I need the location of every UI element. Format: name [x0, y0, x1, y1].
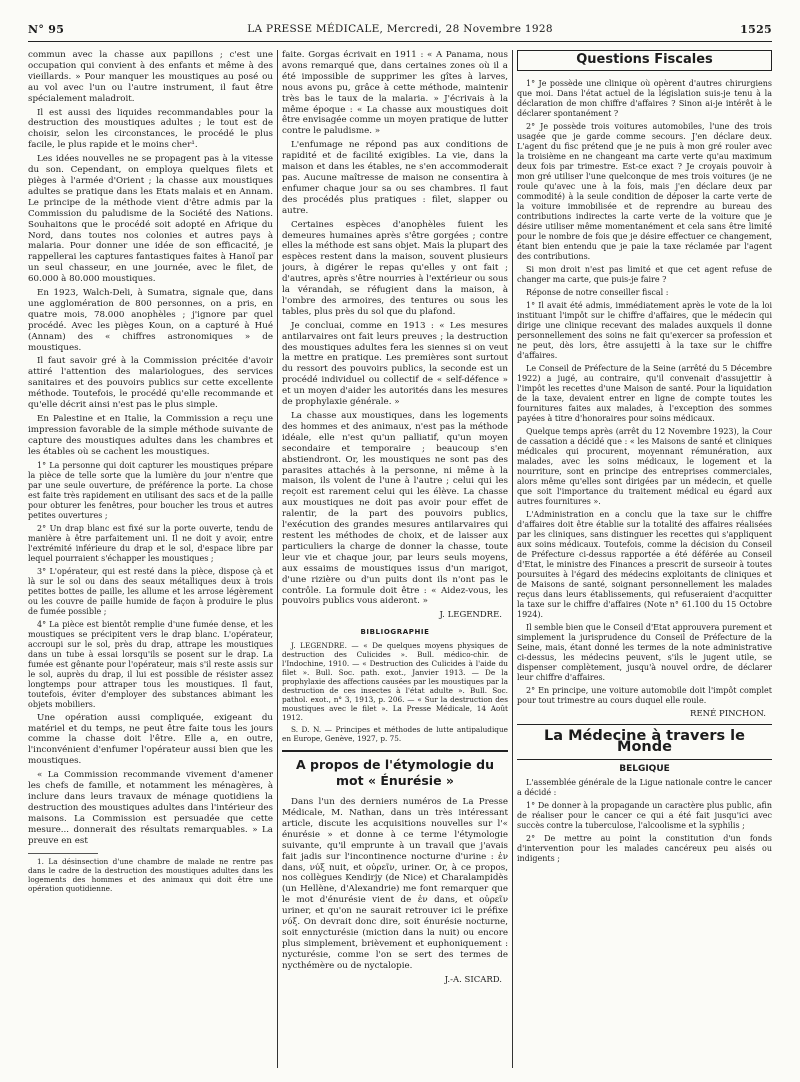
author-signature: J. LEGENDRE. — [439, 610, 502, 621]
list-item: 2° De mettre au point la constitution d'un fonds d'intervention pour les malades cancéreux peu aisés ou indigents ; — [517, 833, 772, 863]
paragraph: L'enfumage ne répond pas aux conditions de rapidité et de facilité exigibles. La vie, dans la maison et dans les étables, ne s'en accommoderait pas. Aucune maîtresse de maison ne consentira à enfumer chaque jour sa ou ses chambres. Il faut des procédés plus pratiques : filet, slapper ou autre. — [282, 140, 508, 216]
answer-intro: Réponse de notre conseiller fiscal : — [526, 287, 669, 297]
paragraph: En Palestine et en Italie, la Commission a reçu une impression favorable de la simple méthode suivante de capture des moustiques adultes dans les chambres et les étables où se cachent les moustiques. — [28, 414, 273, 457]
question-item: 2° Je possède trois voitures automobiles, l'une des trois usagée que je garde comme secours. J'en déclare deux. L'agent du fisc prétend que je ne puis à mon gré rouler avec la troisième en ne changeant ma carte verte qu'au maximum deux fois par trimestre. Est-ce exact ? Je croyais pouvoir à mon gré utiliser l'une quelconque de mes trois voitures (je ne roule qu'avec une à la fois, mais j'en déclare deux par commodité) à la seule condition de déposer la carte verte de la voiture immobilisée et de reprendre au bureau des contributions indirectes la carte verte de la voiture que je désire utiliser même momentanément et cela sans être limité pour le nombre de fois que je désire effectuer ce changement, étant bien entendu que je paie la taxe réclamée par l'agent des contributions. — [517, 121, 772, 261]
page-number-left: N° 95 — [28, 23, 65, 36]
footnote-rule — [28, 853, 98, 854]
author-signature: RENÉ PINCHON. — [690, 708, 766, 719]
paragraph: Il est aussi des liquides recommandables pour la destruction des moustiques adultes ; le tout est de choisir, selon les circonstances, le procédé le plus facile, le plus rapide et le moins cher¹. — [28, 107, 273, 151]
paragraph: Je concluai, comme en 1913 : « Les mesures antilarvaires ont fait leurs preuves ; la destruction des moustiques adultes fera les siennes si on veut la mettre en pratique. Les premières sont surtout du ressort des pouvoirs publics, la seconde est un procédé individuel ou collectif de « self-défence » et un moyen d'aider les autorités dans les mesures de prophylaxie générale. » — [282, 320, 508, 408]
answer-item: 1° Il avait été admis, immédiatement après le vote de la loi instituant l'impôt sur le chiffre d'affaires, que le médecin qui dirige une clinique recevant des malades auxquels il donne personnellement des soins ne fait qu'exercer sa profession et ne peut, dès lors, être assujetti à la taxe sur le chiffre d'affaires. — [517, 300, 772, 360]
column-right — [517, 50, 772, 1068]
paragraph: L'assemblée générale de la Ligue nationale contre le cancer a décidé : — [517, 777, 772, 797]
step-item: 4° La pièce est bientôt remplie d'une fumée dense, et les moustiques se précipitent vers le drap blanc. L'opérateur, accroupi sur le sol, près du drap, attrape les moustiques dans un tube à essai lorsqu'ils se posent sur le drap. La fumée est gênante pour l'opérateur, mais s'il reste assis sur le sol, auprès du drap, il lui est possible de résister assez longtemps pour attraper tous les moustiques. Il faut, toutefois, éviter d'employer des substances abimant les objets mobiliers. — [28, 619, 273, 709]
step-item: 2° Un drap blanc est fixé sur la porte ouverte, tendu de manière à être parfaitement uni. Il ne doit y avoir, entre l'extrémité inférieure du drap et le sol, d'espace libre par lequel pourraient s'échapper les moustiques ; — [28, 523, 273, 563]
answer-item: Le Conseil de Préfecture de la Seine (arrêté du 5 Décembre 1922) a jugé, au contraire, qu'il convenait d'assujettir à l'impôt les recettes d'une Maison de santé. Pour la liquidation de la taxe, devaient entrer en ligne de compte toutes les fournitures faites aux malades, à l'exception des sommes payées à titre d'honoraires pour soins médicaux. — [517, 363, 772, 423]
paragraph: Une opération aussi compliquée, exigeant du matériel et du temps, ne peut être faite tous les jours comme la chasse doit l'être. Elle a, en outre, l'inconvénient d'enfumer l'opérateur aussi bien que les moustiques. — [28, 712, 273, 767]
step-item: 3° L'opérateur, qui est resté dans la pièce, dispose çà et là sur le sol ou dans des seaux métalliques deux à trois petites bottes de paille, les allume et les arrose légèrement ou les couvre de paille humide de façon à produire le plus de fumée possible ; — [28, 566, 273, 616]
page-number-right: 1525 — [740, 23, 772, 36]
country-heading: BELGIQUE — [619, 763, 670, 774]
paragraph: commun avec la chasse aux papillons ; c'est une occupation qui convient à des enfants et même à des vieillards. » Pour manquer les moustiques au posé ou au vol avec l'un ou l'autre instrument, il faut être spécialement maladroit. — [28, 50, 273, 104]
column-left — [28, 50, 273, 1068]
paragraph: En 1923, Walch-Deli, à Sumatra, signale que, dans une agglomération de 800 personnes, on a pris, en quatre mois, 78.000 anophèles ; j'ignore par quel procédé. Avec les pièges Koun, on a capturé à Hué (Annam) des « chiffres astronomiques » de moustiques. — [28, 288, 273, 353]
bibliography-entry: J. LEGENDRE. — « De quelques moyens physiques de destruction des Culicides ». Bull. médico-chir. de l'Indochine, 1910. — « Destruction des Culicides à l'aide du filet ». Bull. Soc. path. exot., Janvier 1913. — De la prophylaxie des affections causées par les moustiques par la destruction de ces insectes à l'état adulte ». Bull. Soc. pathol. exot., n° 3, 1913, p. 206. — « Sur la destruction des moustiques avec le filet ». La Presse Médicale, 14 Août 1912. — [282, 641, 508, 723]
paragraph: « La Commission recommande vivement d'amener les chefs de famille, et notamment les ménagères, à inclure dans leurs travaux de ménage quotidiens la destruction des moustiques adultes dans l'intérieur des maisons. La Commission est persuadée que cette mesure... donnerait des résultats remarquables. » La preuve en est — [28, 770, 273, 846]
author-signature: J.-A. SICARD. — [444, 974, 502, 985]
paragraph: Les idées nouvelles ne se propagent pas à la vitesse du son. Cependant, on employa quelques filets et pièges à l'armée d'Orient ; la chasse aux moustiques adultes se pratique dans les Etats malais et en Annam. Le principe de la méthode vient d'être admis par la Commission du paludisme de la Société des Nations. Souhaitons que le procédé soit adopté en Afrique du Nord, dans toutes nos colonies et autres pays à malaria. Pour donner une idée de son efficacité, je rappellerai les captures fantastiques faites à Hanoï par un seul chasseur, en une journée, avec le filet, de 60.000 à 80.000 moustiques. — [28, 154, 273, 285]
answer-item: L'Administration en a conclu que la taxe sur le chiffre d'affaires doit être établie sur la totalité des affaires réalisées par les cliniques, sans distinguer les recettes qui s'appliquent aux soins médicaux. Toutefois, comme la décision du Conseil de Préfecture ci-dessus rapportée a été déférée au Conseil d'Etat, le ministre des Finances a prescrit de surseoir à toutes poursuites à l'égard des médecins exploitants de cliniques et de Maisons de santé, soignant personnellement les malades reçus dans leurs établissements, qui refuseraient d'acquitter la taxe sur le chiffre d'affaires (Note n° 61.100 du 15 Octobre 1924). — [517, 509, 772, 619]
paragraph: La chasse aux moustiques, dans les logements des hommes et des animaux, n'est pas la méthode idéale, elle n'est qu'un palliatif, qu'un moyen secondaire et temporaire ; beaucoup s'en abstiendront. Or, les moustiques ne sont pas des parasites attachés à la personne, ni même à la maison, ils volent de l'une à l'autre ; celui qui les reçoit est rarement celui qui les élève. La chasse aux moustiques ne doit pas avoir pour effet de ralentir, de la part des pouvoirs publics, l'exécution des grandes mesures antilarvaires qui restent les méthodes de choix, et de laisser aux particuliers la charge de donner la chasse, toute leur vie et chaque jour, par leurs seuls moyens, aux essaims de moustiques issus d'un marigot, d'une rizière ou d'un puits dont ils n'ont pas le contrôle. La formule doit être : « Aidez-vous, les pouvoirs publics vous aideront. » — [282, 411, 508, 607]
answer-item: Quelque temps après (arrêt du 12 Novembre 1923), la Cour de cassation a décidé que : « les Maisons de santé et cliniques médicales qui procurent, moyennant rémunération, aux malades, avec les soins médicaux, le logement et la nourriture, sont en principe des entreprises commerciales, alors même qu'elles sont dirigées par un médecin, et quelle que soit l'importance du traitement médical eu égard aux autres fournitures ». — [517, 426, 772, 506]
section-divider — [282, 750, 508, 752]
answer-item: 2° En principe, une voiture automobile doit l'impôt complet pour tout trimestre au cours duquel elle roule. — [517, 685, 772, 705]
masthead: LA PRESSE MÉDICALE, Mercredi, 28 Novembre 1928 — [247, 23, 553, 35]
step-item: 1° La personne qui doit capturer les moustiques prépare la pièce de telle sorte que la lumière du jour n'entre que par une seule ouverture, de préférence la porte. La chose est faite très rapidement en utilisant des sacs et de la paille pour obturer les fenêtres, pour boucher les trous et autres petites ouvertures ; — [28, 460, 273, 520]
question-item: 1° Je possède une clinique où opèrent d'autres chirurgiens que moi. Dans l'état actuel de la législation suis-je tenu à la déclaration de mon chiffre d'affaires ? Sinon ai-je intérêt à le déclarer spontanément ? — [517, 78, 772, 118]
paragraph: Dans l'un des derniers numéros de La Presse Médicale, M. Nathan, dans un très intéressant article, discute les acquisitions nouvelles sur l'« énurésie » et donne à ce terme l'étymologie suivante, qu'il emprunte à un travail que j'avais fait jadis sur l'incontinence nocturne d'urine : ἐν dans, νύξ nuit, et οὐρεῖν, uriner. Or, à ce propos, nos collègues Kendirjy (de Nice) et Charalampidès (un Hellène, d'Alexandrie) me font remarquer que le mot d'énurésie vient de ἐν dans, et οὐρεῖν uriner, et qu'on ne saurait retrouver ici le préfixe νύξ. On devrait donc dire, soit énurésie nocturne, soit ennycturésie (miction dans la nuit) ou encore plus simplement, brièvement et euphoniquement : nycturésie, comme l'on se sert des termes de nycthémère ou de nyctalopie. — [282, 797, 508, 971]
page-header — [28, 22, 772, 42]
article-title: A propos de l'étymologie du mot « Énurésie » — [296, 757, 494, 789]
section-title-box: Questions Fiscales — [517, 50, 772, 71]
paragraph: faite. Gorgas écrivait en 1911 : « A Panama, nous avons remarqué que, dans certaines zones où il a été impossible de supprimer les gîtes à larves, nous avons pu, grâce à cette méthode, maintenir très bas le taux de la malaria. » J'écrivais à la même époque : « La chasse aux moustiques doit être envisagée comme un moyen pratique de lutter contre le paludisme. » — [282, 50, 508, 137]
paragraph: Certaines espèces d'anophèles fuient les demeures humaines après s'être gorgées ; contre elles la méthode est sans objet. Mais la plupart des espèces restent dans la maison, souvent plusieurs jours, à digérer le repas qu'elles y ont fait ; d'autres, après s'être nourries à l'extérieur ou sous la vérandah, se réfugient dans la maison, à l'ombre des armoires, des tentures ou sous les tables, plus près du sol que du plafond. — [282, 219, 508, 317]
section-title-banner: La Médecine à travers le Monde — [517, 724, 772, 760]
column-divider — [512, 50, 513, 1068]
answer-item: Il semble bien que le Conseil d'Etat approuvera purement et simplement la jurisprudence du Conseil de Préfecture de la Seine, mais, étant donné les termes de la note administrative ci-dessus, les médecins peuvent, s'ils le jugent utile, se dispenser complètement, jusqu'à nouvel ordre, de déclarer leur chiffre d'affaires. — [517, 622, 772, 682]
list-item: 1° De donner à la propagande un caractère plus public, afin de réaliser pour le cancer ce qui a été fait jusqu'ici avec succès contre la tuberculose, l'alcoolisme et la syphilis ; — [517, 800, 772, 830]
bibliography-entry: S. D. N. — Principes et méthodes de lutte antipaludique en Europe, Genève, 1927, p. 75. — [282, 725, 508, 744]
column-divider — [277, 50, 278, 1068]
column-middle — [282, 50, 508, 1068]
paragraph: Il faut savoir gré à la Commission précitée d'avoir attiré l'attention des malariologues, des services sanitaires et des pouvoirs publics sur cette excellente méthode. Toutefois, le procédé qu'elle recommande et qu'elle décrit ainsi n'est pas le plus simple. — [28, 356, 273, 411]
footnote: 1. La désinsection d'une chambre de malade ne rentre pas dans le cadre de la destruction des moustiques adultes dans les logements des hommes et des animaux qui doit être une opération quotidienne. — [28, 856, 273, 893]
bibliography-heading: BIBLIOGRAPHIE — [360, 628, 430, 637]
question-item: Si mon droit n'est pas limité et que cet agent refuse de changer ma carte, que puis-je faire ? — [517, 264, 772, 284]
